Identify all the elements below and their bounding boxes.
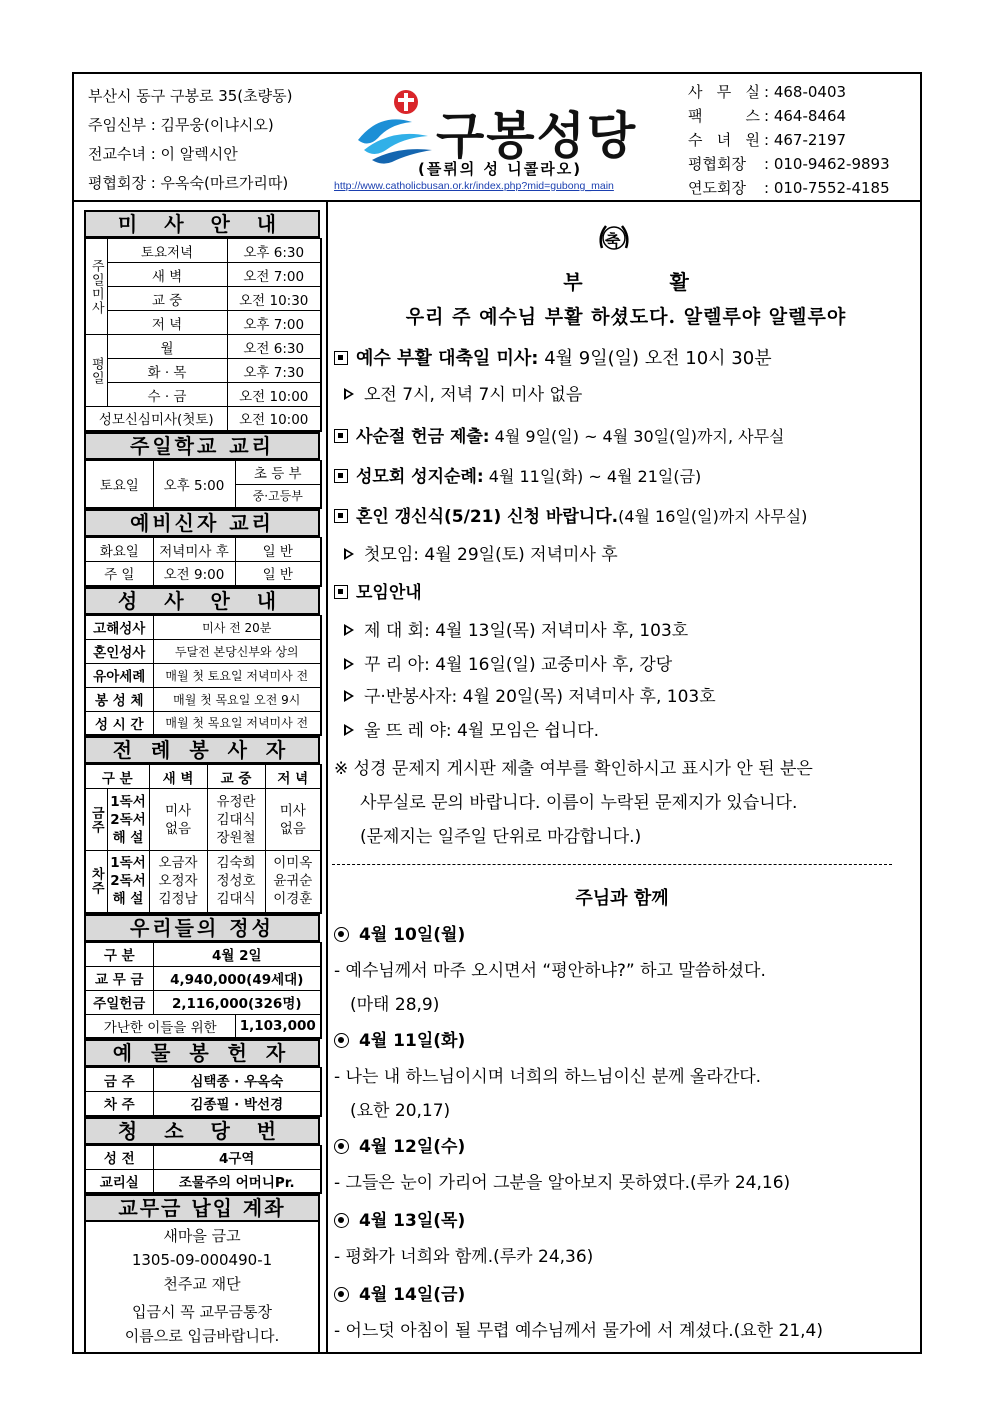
bible-quiz-note-line2: 사무실로 문의 바랍니다. 이름이 누락된 문제지가 있습니다. xyxy=(360,793,798,813)
daily-verse-ref: (마태 28,9) xyxy=(350,995,440,1015)
weekday-mass-label: 평일 xyxy=(85,335,107,407)
table-row: 유아세례 매월 첫 토요일 저녁미사 전 xyxy=(85,663,321,687)
sacrament-table xyxy=(84,615,322,737)
offering-table xyxy=(84,942,322,1040)
column-divider xyxy=(326,202,328,1352)
daily-verse-text: - 어느덧 아침이 될 무렵 예수님께서 물가에 서 계셨다.(요한 21,4) xyxy=(334,1321,823,1341)
table-row: 중·고등부 xyxy=(85,484,321,508)
table-row: 차주 1독서 2독서 해 설 오금자 오정자 김정남 김숙희 정성호 김대식 이미옥 윤귀순 이경훈 xyxy=(85,851,321,913)
church-website-link[interactable]: http://www.catholicbusan.or.kr/index.php?mid=gubong_main xyxy=(334,180,614,192)
pastor-name: 주임신부 : 김무웅(이냐시오) xyxy=(88,116,274,134)
square-bullet-icon xyxy=(334,351,348,365)
mass-guide-heading: 미 사 안 내 xyxy=(84,210,320,238)
meeting-item: 꾸 리 아: 4월 16일(일) 교중미사 후, 강당 xyxy=(344,650,672,675)
liturgy-servers-table xyxy=(84,764,322,914)
church-logo xyxy=(334,88,676,198)
sacrament-heading: 성 사 안 내 xyxy=(84,587,320,615)
offering-heading: 우리들의 정성 xyxy=(84,914,320,942)
square-bullet-icon xyxy=(334,509,348,523)
daily-verse-text: - 예수님께서 마주 오시면서 “평안하냐?” 하고 말씀하셨다. xyxy=(334,961,766,981)
feast-subtitle: 우리 주 예수님 부활 하셨도다. 알렐루야 알렐루야 xyxy=(405,306,847,328)
contact-row: 수 녀 원 : 467-2197 xyxy=(688,131,847,149)
circle-bullet-icon xyxy=(334,1213,349,1228)
daily-verse-ref: (요한 20,17) xyxy=(350,1101,451,1121)
table-row: 주 일 오전 9:00 일 반 xyxy=(85,562,321,586)
mass-schedule-table xyxy=(84,238,322,432)
notice-easter-mass: 예수 부활 대축일 미사: 4월 9일(일) 오전 10시 30분 xyxy=(334,344,772,370)
meeting-item: 울 뜨 레 야: 4월 모임은 쉽니다. xyxy=(344,716,599,741)
donor-table xyxy=(84,1067,322,1117)
table-row: 교리실 조물주의 어머니Pr. xyxy=(85,1169,321,1193)
meeting-item: 구·반봉사자: 4월 20일(목) 저녁미사 후, 103호 xyxy=(344,682,716,707)
daily-verse-text: - 그들은 눈이 가리어 그분을 알아보지 못하였다.(루카 24,16) xyxy=(334,1173,791,1193)
church-name: 구봉성당 xyxy=(436,107,638,165)
table-row: 화요일 저녁미사 후 일 반 xyxy=(85,538,321,562)
table-row: 교 무 금 4,940,000(49세대) xyxy=(85,966,321,990)
notice-pilgrimage: 성모회 성지순례: 4월 11일(화) ~ 4월 21일(금) xyxy=(334,462,701,487)
contact-row: 평협회장 : 010-9462-9893 xyxy=(688,155,890,173)
church-address: 부산시 동구 구봉로 35(초량동) xyxy=(88,87,293,105)
info-sidebar xyxy=(84,210,320,1354)
emblem-text: 축 xyxy=(605,231,621,250)
liturgy-servers-heading: 전 례 봉 사 자 xyxy=(84,736,320,764)
daily-verse-date: 4월 14일(금) xyxy=(334,1280,465,1305)
feast-title: 부 활 xyxy=(563,270,729,294)
table-row: 가난한 이들을 위한 1,103,000 xyxy=(85,1014,321,1038)
cleaning-duty-table xyxy=(84,1145,322,1195)
table-row: 새 벽 오전 7:00 xyxy=(85,263,321,287)
cleaning-duty-heading: 청 소 당 번 xyxy=(84,1117,320,1145)
bible-quiz-note-line3: (문제지는 일주일 단위로 마감합니다.) xyxy=(360,827,642,847)
church-emblem-icon xyxy=(350,88,440,168)
meeting-item: 제 대 회: 4월 13일(목) 저녁미사 후, 103호 xyxy=(344,616,688,641)
church-info xyxy=(88,82,293,198)
triangle-bullet-icon xyxy=(344,724,354,736)
triangle-bullet-icon xyxy=(344,388,354,400)
celebration-emblem xyxy=(594,218,634,258)
table-row: 주일헌금 2,116,000(326명) xyxy=(85,990,321,1014)
daily-verse-date: 4월 10일(월) xyxy=(334,920,465,945)
triangle-bullet-icon xyxy=(344,548,354,560)
circle-bullet-icon xyxy=(334,1139,349,1154)
table-row: 구 분 새 벽 교 중 저 녁 xyxy=(85,765,321,789)
table-row: 평일 월 오전 6:30 xyxy=(85,335,321,359)
notice-meetings: 모임안내 xyxy=(334,578,422,603)
bulletin-header xyxy=(74,74,920,202)
daily-verse-date: 4월 11일(화) xyxy=(334,1026,465,1051)
table-row: 성모신심미사(첫토) 오전 10:00 xyxy=(85,407,321,431)
bible-quiz-note-line1: ※ 성경 문제지 게시판 제출 여부를 확인하시고 표시가 안 된 분은 xyxy=(334,759,813,779)
table-row: 금 주 심택종 · 우옥숙 xyxy=(85,1068,321,1092)
table-row: 고해성사 미사 전 20분 xyxy=(85,615,321,639)
table-row: 성 전 4구역 xyxy=(85,1145,321,1169)
notice-marriage-renewal: 혼인 갱신식(5/21) 신청 바랍니다.(4월 16일(일)까지 사무실) xyxy=(334,502,807,527)
table-row: 성 시 간 매월 첫 목요일 저녁미사 전 xyxy=(85,711,321,735)
donor-heading: 예 물 봉 헌 자 xyxy=(84,1039,320,1067)
sunday-mass-label: 주일미사 xyxy=(85,239,107,335)
contact-row: 사 무 실 : 468-0403 xyxy=(688,83,847,101)
circle-bullet-icon xyxy=(334,927,349,942)
table-row: 교 중 오전 10:30 xyxy=(85,287,321,311)
bulletin-frame xyxy=(72,72,922,1354)
daily-verse-text: - 나는 내 하느님이시며 너희의 하느님이신 분께 올라간다. xyxy=(334,1067,762,1087)
triangle-bullet-icon xyxy=(344,690,354,702)
daily-verse-date: 4월 13일(목) xyxy=(334,1206,465,1231)
sunday-school-heading: 주일학교 교리 xyxy=(84,432,320,460)
square-bullet-icon xyxy=(334,585,348,599)
table-row: 금주 1독서 2독서 해 설 미사 없음 유정란 김대식 장원철 미사 없음 xyxy=(85,789,321,851)
square-bullet-icon xyxy=(334,429,348,443)
triangle-bullet-icon xyxy=(344,658,354,670)
table-row: 봉 성 체 매월 첫 목요일 오전 9시 xyxy=(85,687,321,711)
contact-list xyxy=(688,80,890,200)
account-heading: 교무금 납입 계좌 xyxy=(84,1194,320,1222)
daily-verse-date: 4월 12일(수) xyxy=(334,1132,465,1157)
council-head-name: 평협회장 : 우옥숙(마르가리따) xyxy=(88,174,289,192)
circle-bullet-icon xyxy=(334,1287,349,1302)
notice-marriage-renewal-sub: 첫모임: 4월 29일(토) 저녁미사 후 xyxy=(344,540,618,565)
contact-row: 팩 스 : 464-8464 xyxy=(688,107,847,125)
square-bullet-icon xyxy=(334,469,348,483)
catechumen-heading: 예비신자 교리 xyxy=(84,509,320,537)
with-lord-title: 주님과 함께 xyxy=(575,888,669,909)
table-row: 구 분 4월 2일 xyxy=(85,942,321,966)
sunday-school-table xyxy=(84,460,322,510)
catechist-name: 전교수녀 : 이 알렉시안 xyxy=(88,145,238,163)
church-patron: (플뤼의 성 니콜라오) xyxy=(418,160,583,178)
contact-row: 연도회장 : 010-7552-4185 xyxy=(688,179,890,197)
table-row: 토요일 오후 5:00 초 등 부 xyxy=(85,460,321,484)
section-divider xyxy=(332,864,892,865)
circle-bullet-icon xyxy=(334,1033,349,1048)
account-info: 새마을 금고 1305-09-000490-1 천주교 재단 입금시 꼭 교무금통장 이름으로 입금바랍니다. xyxy=(84,1222,320,1354)
table-row: 화 · 목 오후 7:30 xyxy=(85,359,321,383)
catechumen-table xyxy=(84,537,322,587)
notice-lent-offering: 사순절 헌금 제출: 4월 9일(일) ~ 4월 30일(일)까지, 사무실 xyxy=(334,422,785,447)
table-row: 차 주 김종필 · 박선경 xyxy=(85,1092,321,1116)
triangle-bullet-icon xyxy=(344,624,354,636)
table-row: 주일미사 토요저녁 오후 6:30 xyxy=(85,239,321,263)
notice-easter-mass-sub: 오전 7시, 저녁 7시 미사 없음 xyxy=(344,380,582,405)
table-row: 혼인성사 두달전 본당신부와 상의 xyxy=(85,639,321,663)
table-row: 저 녁 오후 7:00 xyxy=(85,311,321,335)
daily-verse-text: - 평화가 너희와 함께.(루카 24,36) xyxy=(334,1247,594,1267)
table-row: 수 · 금 오전 10:00 xyxy=(85,383,321,407)
